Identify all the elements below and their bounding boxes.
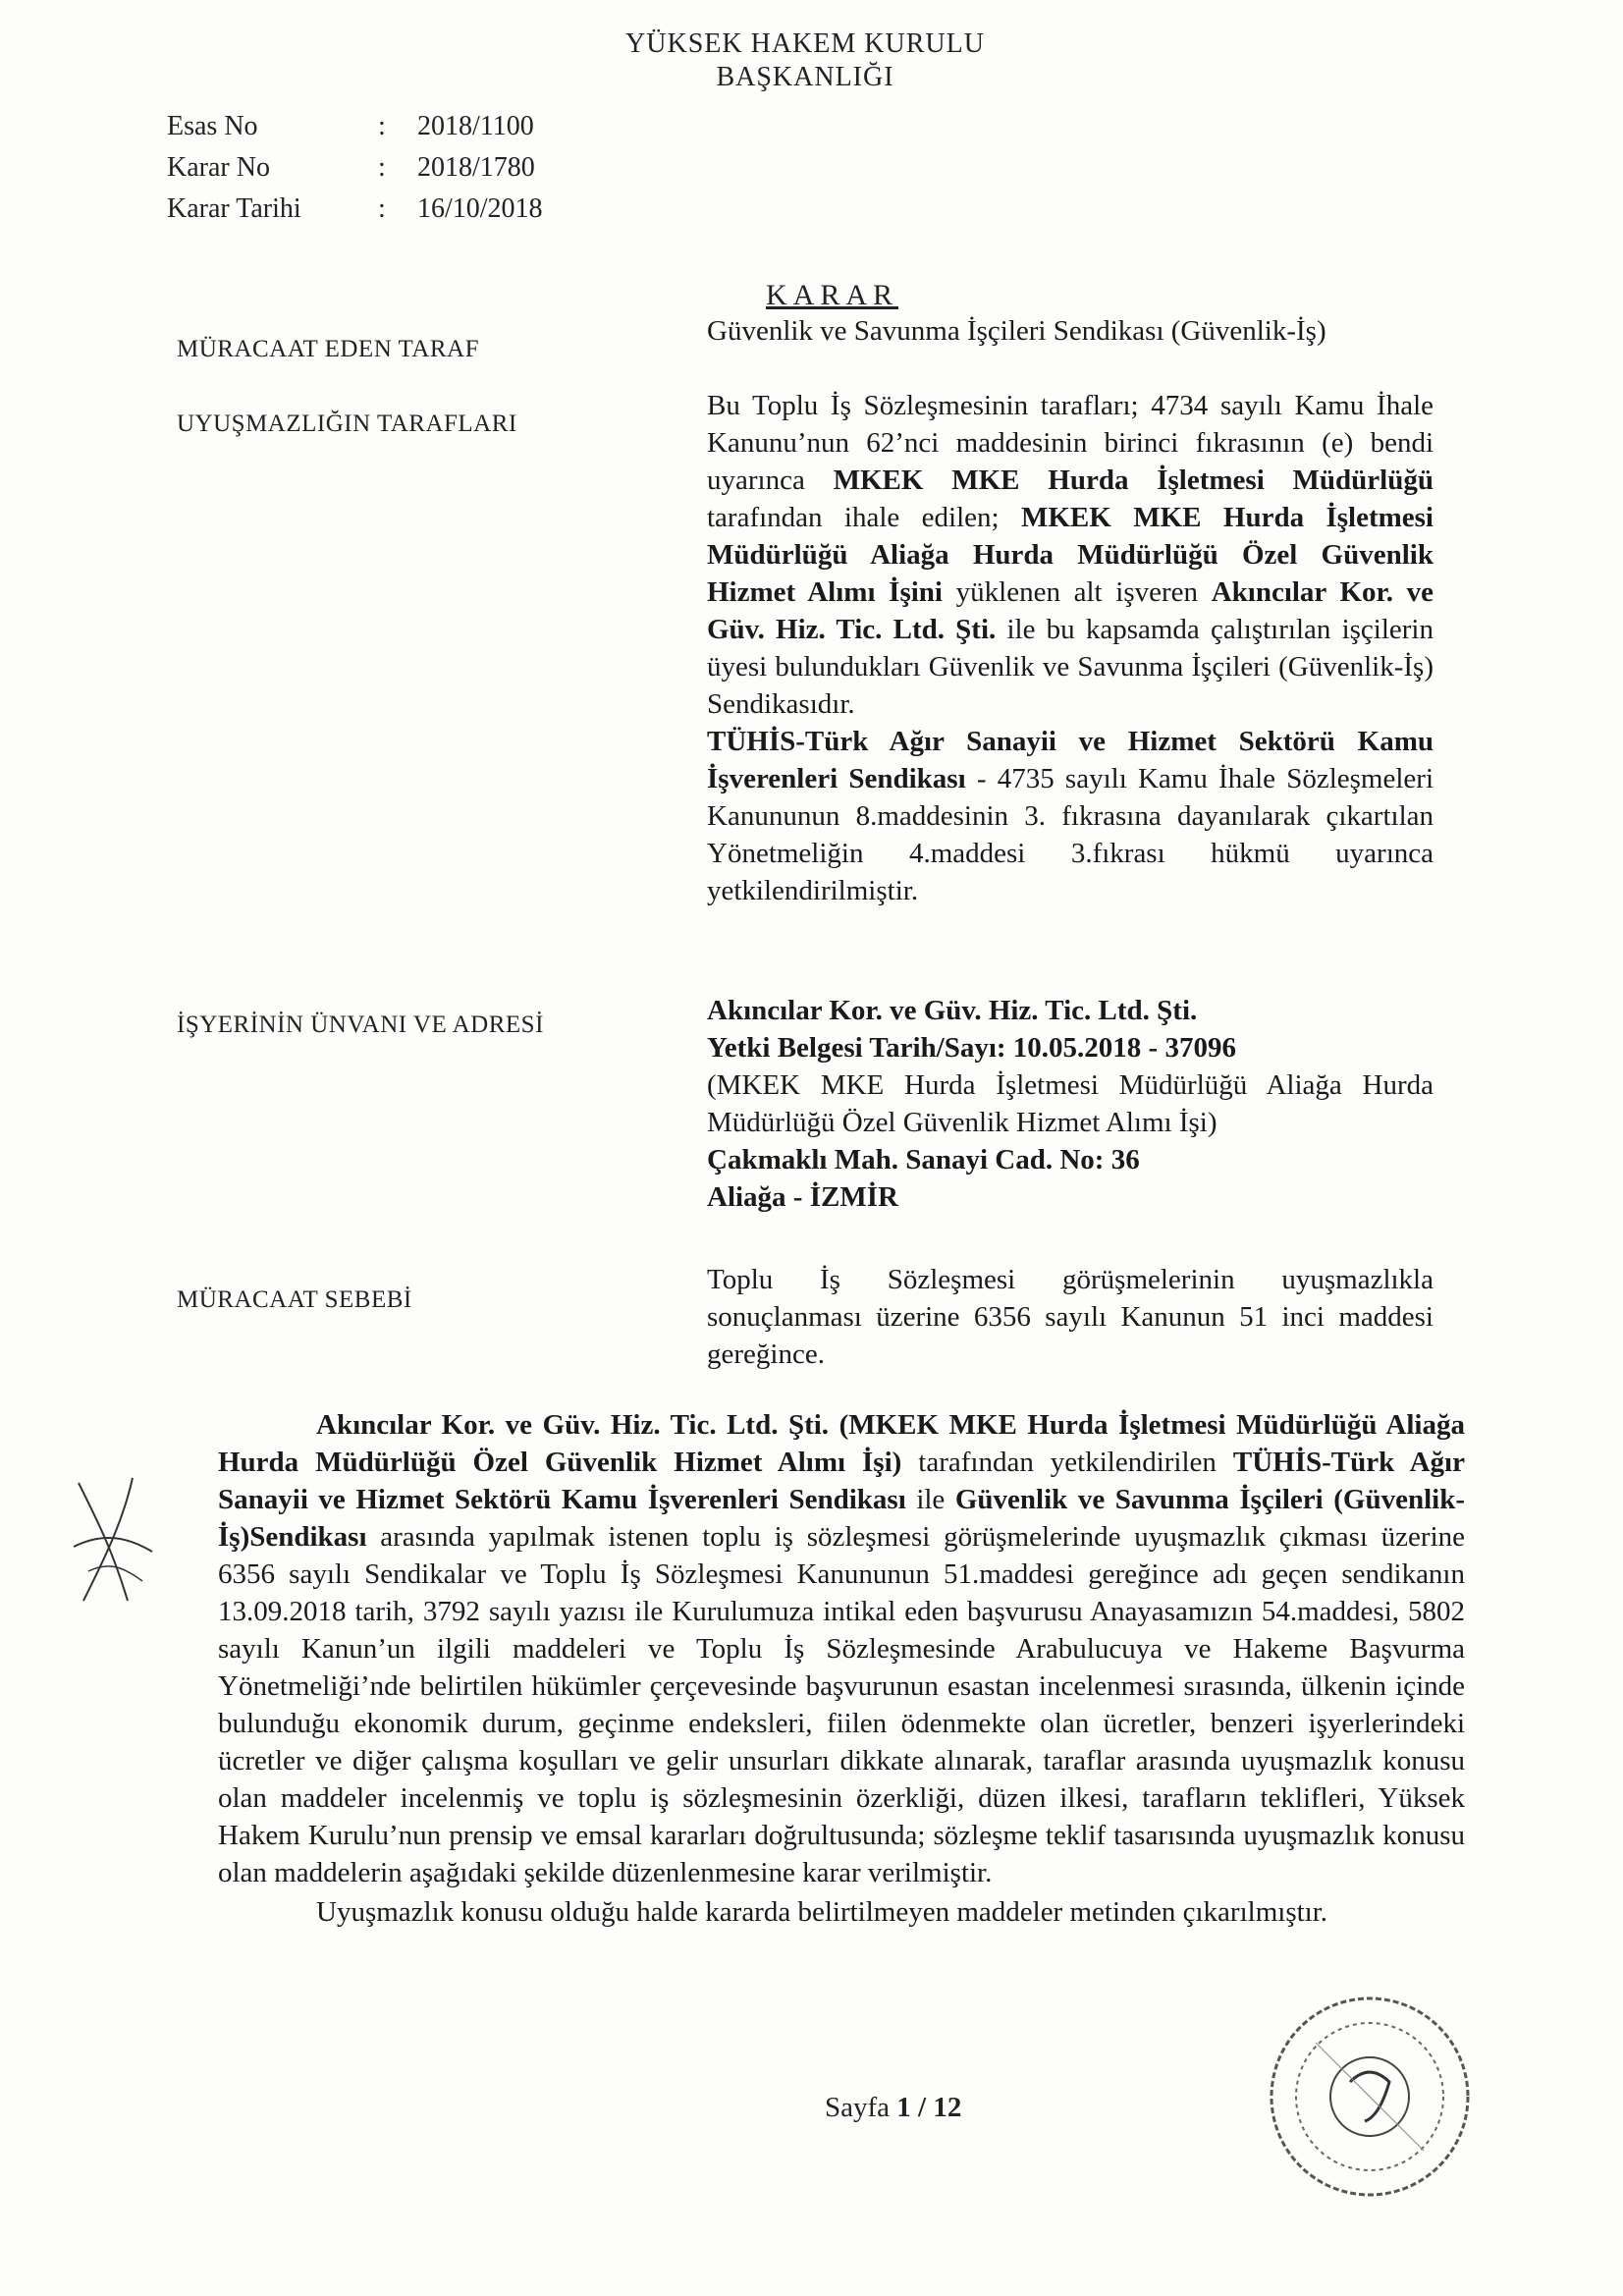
body-paragraph-2: Uyuşmazlık konusu olduğu halde kararda belirtilmeyen maddeler metinden çıkarılmıştır. — [316, 1896, 1328, 1928]
isyeri-description: (MKEK MKE Hurda İşletmesi Müdürlüğü Aliağa Hurda Müdürlüğü Özel Güvenlik Hizmet Alımı İşi) — [707, 1069, 1434, 1138]
isyeri-value — [707, 992, 1434, 1216]
taraflar-text-a: Bu Toplu İş Sözleşmesinin tarafları; 4734 sayılı Kamu İhale Kanunu’nun 62’nci maddesinin birinci fıkrasının (e) bendi uyarınca — [707, 390, 1434, 496]
body-paragraph-1 — [218, 1406, 1465, 1891]
taraflar-paragraph-2 — [707, 723, 1434, 909]
taraflar-text-d: MKEK MKE Hurda İşletmesi Müdürlüğü Aliağa Hurda Müdürlüğü Özel Güvenlik Hizmet Alımı İşini — [707, 502, 1434, 608]
taraflar-value — [707, 387, 1434, 909]
taraflar-text-f: Akıncılar Kor. ve Güv. Hiz. Tic. Ltd. Şti. — [707, 576, 1434, 645]
decision-body — [218, 1406, 1465, 1931]
taraflar-text-g: ile bu kapsamda çalıştırılan işçilerin üyesi bulundukları Güvenlik ve Savunma İşçileri (Güvenlik-İş) Sendikasıdır. — [707, 614, 1434, 720]
esas-label: Esas No — [167, 111, 258, 141]
sebep-value — [707, 1261, 1434, 1373]
isyeri-street — [707, 1141, 1434, 1178]
taraflar-paragraph-1 — [707, 387, 1434, 723]
esas-row — [167, 106, 543, 147]
muracaat-eden-text: Güvenlik ve Savunma İşçileri Sendikası (Güvenlik-İş) — [707, 315, 1326, 347]
karar-value: 2018/1780 — [417, 152, 535, 183]
isyeri-city — [707, 1178, 1434, 1216]
document-header — [550, 27, 1060, 94]
tarih-value: 16/10/2018 — [417, 193, 543, 224]
tarih-label: Karar Tarihi — [167, 193, 301, 224]
body-text-d: ile — [905, 1484, 955, 1515]
isyeri-label: İŞYERİNİN ÜNVANI VE ADRESİ — [177, 1011, 544, 1038]
esas-value: 2018/1100 — [417, 111, 534, 141]
body-text-b: tarafından yetkilendirilen — [901, 1447, 1233, 1478]
body-text-c: TÜHİS-Türk Ağır Sanayii ve Hizmet Sektörü Kamu İşverenleri Sendikası — [218, 1447, 1465, 1515]
taraflar-label: UYUŞMAZLIĞIN TARAFLARI — [177, 410, 517, 437]
sebep-text: Toplu İş Sözleşmesi görüşmelerinin uyuşmazlıkla sonuçlanması üzerine 6356 sayılı Kanunun 51 inci maddesi gereğince. — [707, 1264, 1434, 1370]
taraflar-text-b: MKEK MKE Hurda İşletmesi Müdürlüğü — [833, 465, 1434, 496]
muracaat-eden-label: MÜRACAAT EDEN TARAF — [177, 336, 479, 362]
official-seal-stamp — [1257, 1984, 1483, 2210]
body-text-f: arasında yapılmak istenen toplu iş sözleşmesi görüşmelerinde uyuşmazlık çıkması üzerine 6356 sayılı Sendikalar ve Toplu İş Sözleşmesi Kanununun 51.maddesi gereğince adı geçen sendikanın 13.09.2018 tarih, 3792 sayılı yazısı ile Kurulumuza intikal eden başvurusu Anayasamızın 54.maddesi, 5802 sayılı Kanun’un ilgili maddeleri ve Toplu İş Sözleşmesinde Arabulucuya ve Hakeme Başvurma Yönetmeliği’nde belirtilen hükümler çerçevesinde başvurunun esastan incelenmesi sırasında, ülkenin içinde bulunduğu ekonomik durum, geçinme endeksleri, fiilen ödenmekte olan ücretler, benzeri işyerlerindeki ücretler ve diğer çalışma koşulları ve gelir unsurları dikkate alınarak, taraflar arasında uyuşmazlık konusu olan maddeler incelenmiş ve toplu iş sözleşmesinin özerkliği, düzen ilkesi, tarafların teklifleri, Yüksek Hakem Kurulu’nun prensip ve emsal kararları doğrultusunda; sözleşme teklif tasarısında uyuşmazlık konusu olan maddelerin aşağıdaki şekilde düzenlenmesine karar verilmiştir. — [218, 1521, 1465, 1888]
muracaat-eden-value — [707, 312, 1434, 350]
isyeri-name — [707, 992, 1434, 1029]
isyeri-yetki-text: Yetki Belgesi Tarih/Sayı: 10.05.2018 - 37096 — [707, 1032, 1236, 1064]
sebep-label: MÜRACAAT SEBEBİ — [177, 1286, 412, 1313]
page-separator: / — [910, 2092, 934, 2123]
karar-label: Karar No — [167, 152, 270, 183]
header-institution: YÜKSEK HAKEM KURULU — [625, 28, 985, 59]
document-title: KARAR — [766, 279, 899, 311]
body-text-a: Akıncılar Kor. ve Güv. Hiz. Tic. Ltd. Şti. (MKEK MKE Hurda İşletmesi Müdürlüğü Aliağa Hurda Müdürlüğü Özel Güvenlik Hizmet Alımı İşi) — [218, 1409, 1465, 1478]
taraflar-text-c: tarafından ihale edilen; — [707, 502, 1021, 533]
tarih-separator: : — [378, 193, 386, 224]
header-office: BAŞKANLIĞI — [716, 62, 894, 92]
body-text-e: Güvenlik ve Savunma İşçileri (Güvenlik-İş)Sendikası — [218, 1484, 1465, 1553]
taraflar-text-h: TÜHİS-Türk Ağır Sanayii ve Hizmet Sektörü Kamu İşverenleri Sendikası — [707, 726, 1434, 794]
isyeri-street-text: Çakmaklı Mah. Sanayi Cad. No: 36 — [707, 1144, 1140, 1175]
handwritten-initial-mark — [59, 1463, 167, 1611]
tarih-row — [167, 189, 543, 230]
page-number — [825, 2092, 961, 2124]
isyeri-name-text: Akıncılar Kor. ve Güv. Hiz. Tic. Ltd. Şti. — [707, 995, 1198, 1026]
isyeri-yetki — [707, 1029, 1434, 1066]
isyeri-city-text: Aliağa - İZMİR — [707, 1181, 898, 1213]
case-metadata — [167, 106, 543, 230]
taraflar-text-i: - 4735 sayılı Kamu İhale Sözleşmeleri Kanununun 8.maddesinin 3. fıkrasına dayanılarak çıkartılan Yönetmeliğin 4.maddesi 3.fıkrası hükmü uyarınca yetkilendirilmiştir. — [707, 763, 1434, 906]
karar-separator: : — [378, 152, 386, 183]
page-total: 12 — [933, 2092, 962, 2123]
page-prefix: Sayfa — [825, 2092, 897, 2123]
page-current: 1 — [896, 2092, 911, 2123]
taraflar-text-e: yüklenen alt işveren — [943, 576, 1212, 608]
karar-row — [167, 147, 543, 189]
esas-separator: : — [378, 111, 386, 141]
